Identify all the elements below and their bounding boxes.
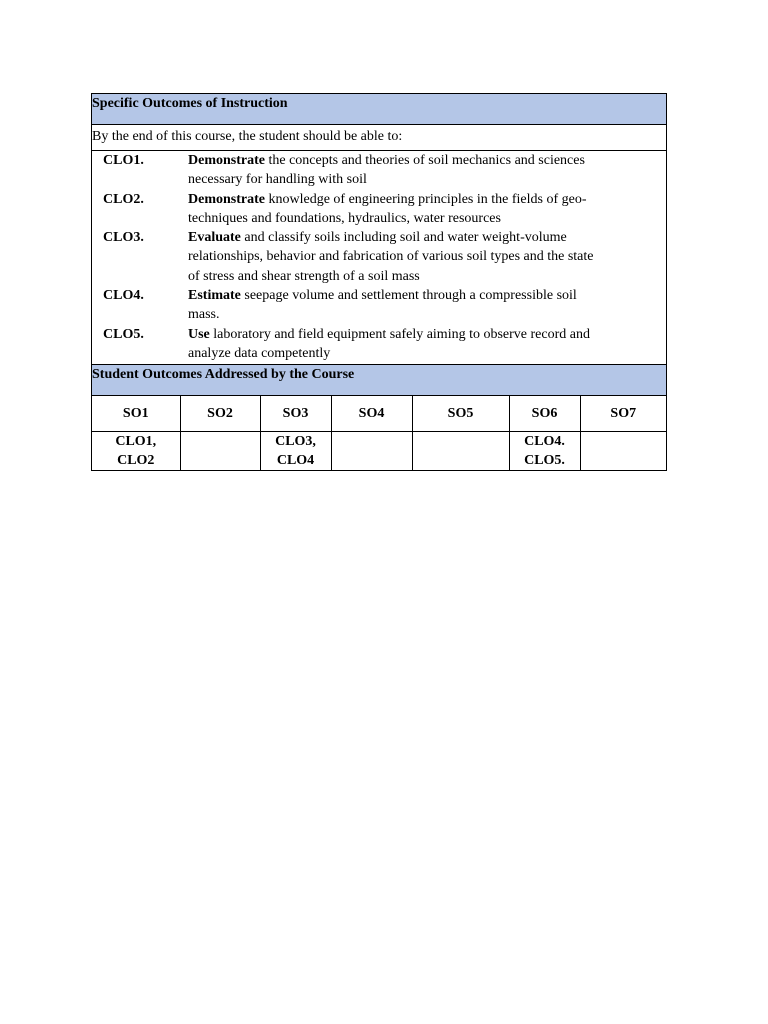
- clo-item-5: [92, 325, 666, 364]
- so-mapping-line1: CLO3,: [275, 434, 316, 450]
- clo-verb: Demonstrate: [188, 153, 265, 168]
- clo-text-line1: and classify soils including soil and water weight-volume: [240, 230, 567, 246]
- clo-description: [188, 228, 638, 286]
- clo-id: CLO2.: [103, 191, 144, 207]
- outcomes-intro: [92, 125, 667, 151]
- clo-description: [188, 190, 638, 229]
- specific-outcomes-heading-text: Specific Outcomes of Instruction: [92, 96, 288, 111]
- clo-text-line1: knowledge of engineering principles in the fields of geo-: [264, 191, 587, 207]
- clo-item-1: [92, 151, 666, 190]
- so-mapping-cell: [331, 432, 412, 471]
- clo-text-line1: the concepts and theories of soil mechanics and sciences: [264, 153, 585, 168]
- clo-id: CLO5.: [103, 326, 144, 342]
- course-outcomes-table: [91, 93, 667, 471]
- clo-text-line1: seepage volume and settlement through a compressible soil: [240, 288, 577, 304]
- clo-list: [92, 151, 667, 365]
- so-column-header: SO2: [180, 396, 260, 432]
- student-outcomes-heading-text: Student Outcomes Addressed by the Course: [92, 367, 355, 383]
- clo-text-line1: laboratory and field equipment safely aiming to observe record and: [209, 326, 590, 342]
- clo-id: CLO1.: [103, 153, 144, 168]
- clo-text-line3: of stress and shear strength of a soil mass: [188, 268, 420, 284]
- so-mapping-line2: CLO4: [276, 453, 315, 469]
- clo-text-line2: techniques and foundations, hydraulics, water resources: [188, 210, 501, 226]
- so-mapping-cell: [580, 432, 666, 471]
- so-mapping-cell: [180, 432, 260, 471]
- so-mapping-cell: [412, 432, 509, 471]
- so-mapping-line1: CLO4.: [524, 434, 565, 450]
- clo-text-line2: relationships, behavior and fabrication of various soil types and the state: [188, 249, 594, 265]
- so-mapping-line2: CLO5.: [524, 453, 565, 469]
- so-mapping-line1: CLO1,: [115, 434, 157, 450]
- clo-text-line2: mass.: [188, 307, 220, 323]
- clo-verb: Use: [188, 326, 210, 342]
- clo-description: [188, 325, 638, 364]
- clo-id: CLO4.: [103, 288, 144, 304]
- student-outcomes-heading: [92, 365, 667, 396]
- so-mapping-cell: [509, 432, 580, 471]
- so-mapping-table: [92, 396, 666, 470]
- so-column-header: SO1: [92, 396, 180, 432]
- clo-id: CLO3.: [103, 230, 144, 246]
- clo-text-line2: necessary for handling with soil: [188, 172, 367, 188]
- so-column-header: SO4: [331, 396, 412, 432]
- outcomes-intro-text: By the end of this course, the student should be able to:: [92, 129, 403, 144]
- so-mapping-cell: [92, 432, 180, 471]
- so-header-row: [92, 396, 666, 432]
- clo-item-2: [92, 190, 666, 229]
- clo-item-3: [92, 228, 666, 286]
- clo-verb: Estimate: [188, 288, 241, 304]
- so-mapping-line2: CLO2: [117, 453, 155, 469]
- clo-verb: Evaluate: [188, 230, 241, 246]
- so-mapping-row: [92, 432, 666, 471]
- clo-item-4: [92, 286, 666, 325]
- so-column-header: SO3: [260, 396, 331, 432]
- clo-description: [188, 151, 638, 190]
- so-mapping-container: [92, 396, 667, 471]
- clo-verb: Demonstrate: [188, 191, 265, 207]
- clo-description: [188, 286, 638, 325]
- so-column-header: SO5: [412, 396, 509, 432]
- clo-text-line2: analyze data competently: [188, 345, 331, 361]
- so-mapping-cell: [260, 432, 331, 471]
- so-column-header: SO7: [580, 396, 666, 432]
- specific-outcomes-heading: [92, 94, 667, 125]
- so-column-header: SO6: [509, 396, 580, 432]
